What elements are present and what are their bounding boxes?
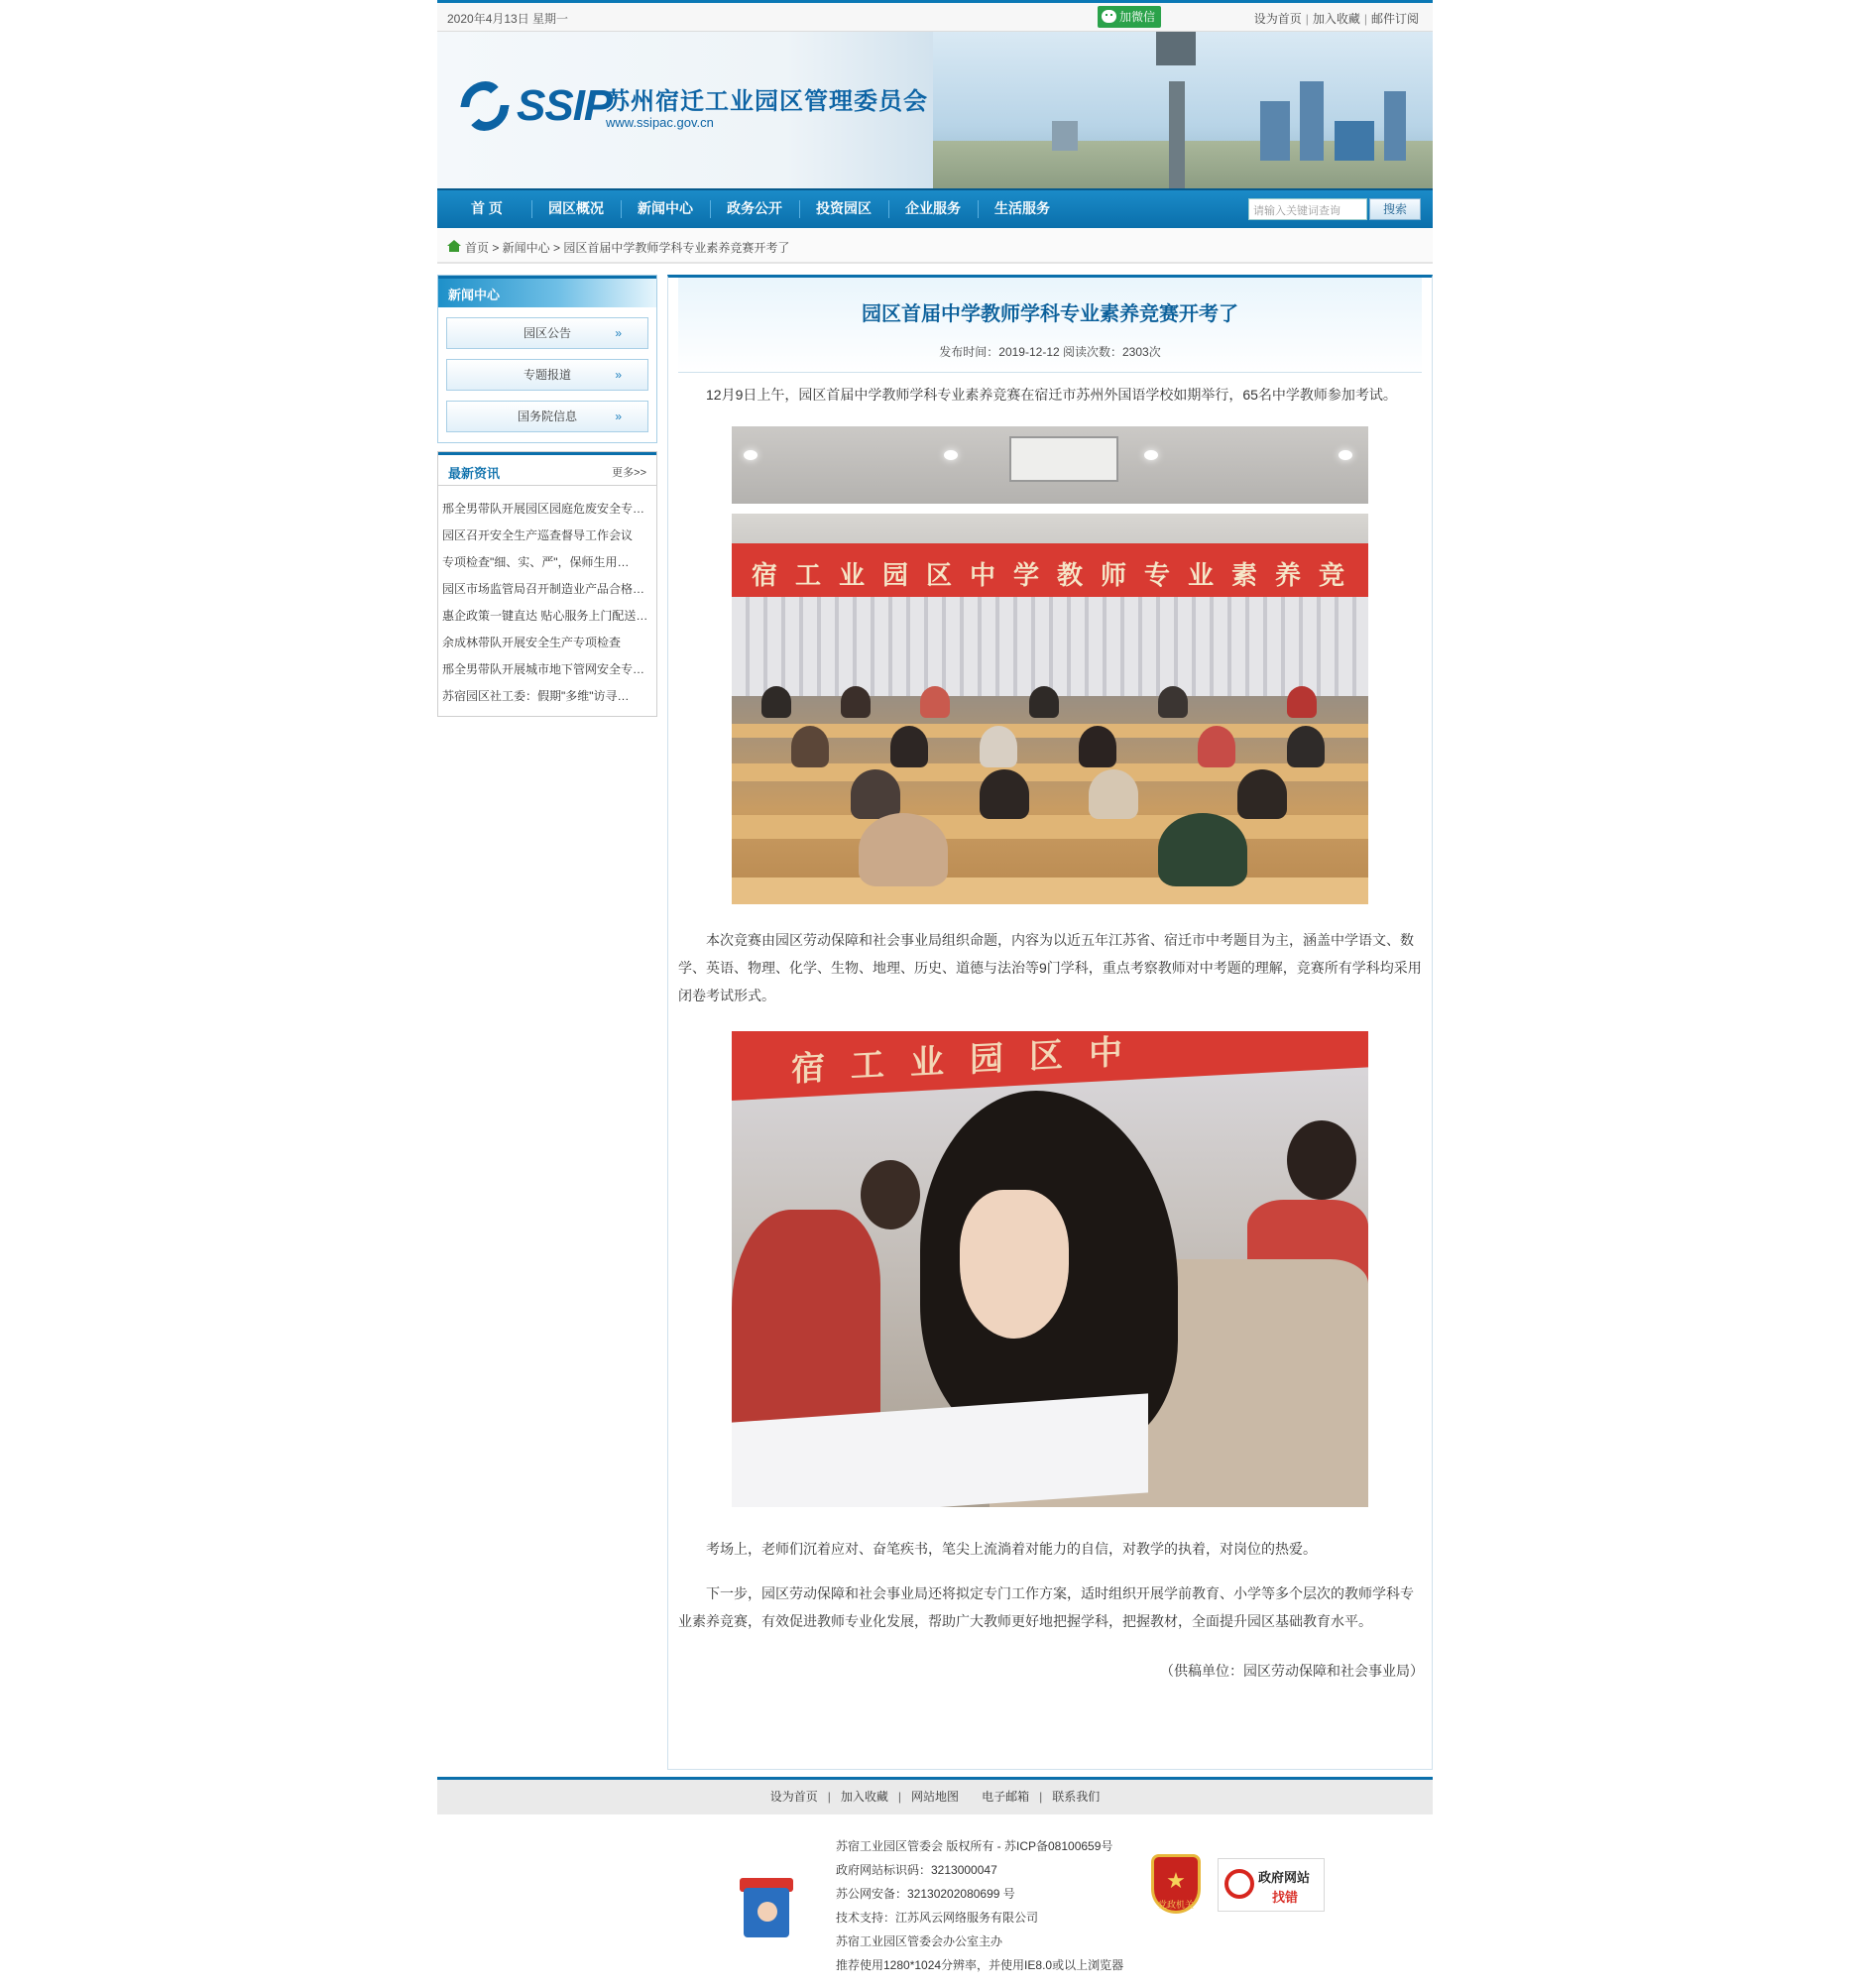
- footer-browser-note: 推荐使用1280*1024分辨率，并使用IE8.0或以上浏览器: [836, 1958, 1124, 1972]
- search-button[interactable]: 搜索: [1369, 198, 1421, 220]
- news-center-title: 新闻中心: [448, 288, 501, 302]
- footer-police-record: 苏公网安备：32130202080699 号: [836, 1887, 1015, 1901]
- footer-sitemap-link[interactable]: 网站地图: [910, 1790, 959, 1804]
- photo-banner-text: 宿工业园区中学教师专业素养竞: [752, 560, 1363, 590]
- nav-item-overview[interactable]: 园区概况: [531, 190, 621, 228]
- search-input[interactable]: 请输入关键词查询: [1248, 198, 1367, 220]
- footer-email-link[interactable]: 电子邮箱: [982, 1790, 1030, 1804]
- set-homepage-link[interactable]: 设为首页: [1253, 12, 1302, 26]
- footer-add-favorite-link[interactable]: 加入收藏: [840, 1790, 888, 1804]
- divider: |: [827, 1790, 831, 1804]
- breadcrumb: [437, 228, 1433, 264]
- sidebar-item-announcements[interactable]: [446, 317, 648, 349]
- wechat-label: 加微信: [1119, 10, 1156, 24]
- list-item[interactable]: 惠企政策一键直达 贴心服务上门配送…: [442, 609, 648, 623]
- latest-news-header: [438, 452, 656, 486]
- gov-err-line1: 政府网站: [1258, 1870, 1311, 1885]
- banner-building: [1384, 91, 1406, 161]
- sidebar-item-label: 园区公告: [523, 326, 571, 340]
- site-banner: [437, 32, 1433, 188]
- double-chevron-right-icon: »: [615, 409, 622, 423]
- divider: |: [897, 1790, 901, 1804]
- nav-item-gov-affairs[interactable]: 政务公开: [710, 190, 799, 228]
- list-item[interactable]: 邢全男带队开展园区园庭危废安全专…: [442, 502, 645, 516]
- divider: |: [1363, 12, 1367, 26]
- nav-item-enterprise[interactable]: 企业服务: [888, 190, 978, 228]
- main-nav: [437, 188, 1433, 228]
- double-chevron-right-icon: »: [615, 368, 622, 382]
- list-item[interactable]: 余成林带队开展安全生产专项检查: [442, 636, 622, 649]
- article-paragraph: 12月9日上午，园区首届中学教师学科专业素养竞赛在宿迁市苏州外国语学校如期举行，65名中学教师参加考试。: [706, 387, 1397, 403]
- add-favorite-link[interactable]: 加入收藏: [1312, 12, 1360, 26]
- page-wrapper: [437, 0, 1433, 1679]
- divider: |: [1039, 1790, 1043, 1804]
- list-item[interactable]: 园区市场监管局召开制造业产品合格…: [442, 582, 645, 596]
- top-links: [1254, 10, 1419, 27]
- top-bar: [437, 0, 1433, 32]
- list-item[interactable]: 园区召开安全生产巡查督导工作会议: [442, 528, 634, 542]
- divider: |: [1305, 12, 1309, 26]
- party-gov-badge-icon[interactable]: [1149, 1854, 1203, 1916]
- current-date: 2020年4月13日 星期一: [447, 12, 569, 26]
- footer-site-id: 政府网站标识码：3213000047: [836, 1863, 997, 1877]
- teacher-writing-photo: [732, 1031, 1368, 1507]
- site-url: www.ssipac.gov.cn: [606, 115, 714, 130]
- banner-building: [1300, 81, 1324, 161]
- home-icon[interactable]: [447, 240, 461, 252]
- list-item[interactable]: 专项检查"细、实、严"，保师生用…: [442, 555, 630, 569]
- article-paragraph: 本次竞赛由园区劳动保障和社会事业局组织命题，内容为以近五年江苏省、宿迁市中考题目为主，涵盖中学语文、数学、英语、物理、化学、生物、地理、历史、道德与法治等9门学科，重点考察教师对中考题的理解，竞赛所有学科均采用闭卷考试形式。: [678, 932, 1422, 1003]
- logo-text[interactable]: SSIP: [517, 81, 613, 130]
- mail-subscribe-link[interactable]: 邮件订阅: [1370, 12, 1419, 26]
- footer-links: [437, 1777, 1433, 1814]
- sidebar-item-special-reports[interactable]: [446, 359, 648, 391]
- double-chevron-right-icon: »: [615, 326, 622, 340]
- site-name: 苏州宿迁工业园区管理委员会: [606, 88, 928, 115]
- banner-building: [1052, 121, 1078, 151]
- latest-news-list: [438, 486, 656, 716]
- exam-hall-photo: [732, 426, 1368, 904]
- latest-news-title: 最新资讯: [448, 466, 501, 481]
- article-header: [678, 278, 1422, 373]
- banner-statue: [1151, 32, 1201, 188]
- star-icon: ★: [1166, 1868, 1186, 1893]
- latest-news-box: [437, 451, 657, 717]
- article-panel: [667, 275, 1433, 1770]
- nav-item-invest[interactable]: 投资园区: [799, 190, 888, 228]
- news-center-box: [437, 275, 657, 443]
- nav-item-news[interactable]: 新闻中心: [621, 190, 710, 228]
- sidebar: [437, 275, 657, 717]
- gov-err-line2: 找错: [1272, 1890, 1299, 1905]
- gov-site-error-report-button[interactable]: [1218, 1858, 1325, 1912]
- article-source: （供稿单位：园区劳动保障和社会事业局）: [1160, 1663, 1424, 1679]
- banner-building: [1260, 101, 1290, 161]
- footer-copyright: 苏宿工业园区管委会 版权所有 - 苏ICP备08100659号: [836, 1839, 1113, 1853]
- nav-item-life[interactable]: 生活服务: [978, 190, 1067, 228]
- magnifier-icon: [1224, 1869, 1254, 1899]
- footer-organizer: 苏宿工业园区管委会办公室主办: [836, 1934, 1003, 1948]
- nav-item-home[interactable]: 首 页: [471, 200, 503, 216]
- banner-building: [1335, 121, 1374, 161]
- article-paragraph: 下一步，园区劳动保障和社会事业局还将拟定专门工作方案，适时组织开展学前教育、小学等多个层次的教师学科专业素养竞赛，有效促进教师专业化发展，帮助广大教师更好地把握学科，把握教材，全面提升园区基础教育水平。: [678, 1585, 1414, 1629]
- wechat-button[interactable]: [1098, 6, 1161, 28]
- sidebar-item-label: 专题报道: [523, 368, 571, 382]
- party-gov-label: 党政机关: [1157, 1900, 1194, 1910]
- more-link[interactable]: 更多>>: [612, 467, 646, 479]
- sidebar-item-state-council[interactable]: [446, 401, 648, 432]
- breadcrumb-text[interactable]: 首页 > 新闻中心 > 园区首届中学教师学科专业素养竞赛开考了: [465, 241, 790, 255]
- article-paragraph: 考场上，老师们沉着应对、奋笔疾书，笔尖上流淌着对能力的自信，对教学的执着，对岗位的热爱。: [706, 1541, 1317, 1557]
- footer-set-homepage-link[interactable]: 设为首页: [769, 1790, 818, 1804]
- list-item[interactable]: 邢全男带队开展城市地下管网安全专…: [442, 662, 645, 676]
- photo-banner-text: 宿工业园区中: [791, 1031, 1148, 1089]
- footer-info: [836, 1834, 1123, 1977]
- article-meta: 发布时间：2019-12-12 阅读次数：2303次: [939, 345, 1161, 359]
- footer-contact-link[interactable]: 联系我们: [1052, 1790, 1101, 1804]
- footer-tech-support: 技术支持：江苏风云网络服务有限公司: [836, 1911, 1039, 1925]
- article-title: 园区首届中学教师学科专业素养竞赛开考了: [862, 303, 1238, 325]
- sidebar-item-label: 国务院信息: [517, 409, 577, 423]
- ssip-logo-icon[interactable]: [459, 75, 511, 137]
- news-center-header: [438, 276, 656, 307]
- police-badge-icon[interactable]: [736, 1874, 797, 1939]
- list-item[interactable]: 苏宿园区社工委：假期"多维"访寻…: [442, 689, 630, 703]
- wechat-icon: [1102, 10, 1116, 23]
